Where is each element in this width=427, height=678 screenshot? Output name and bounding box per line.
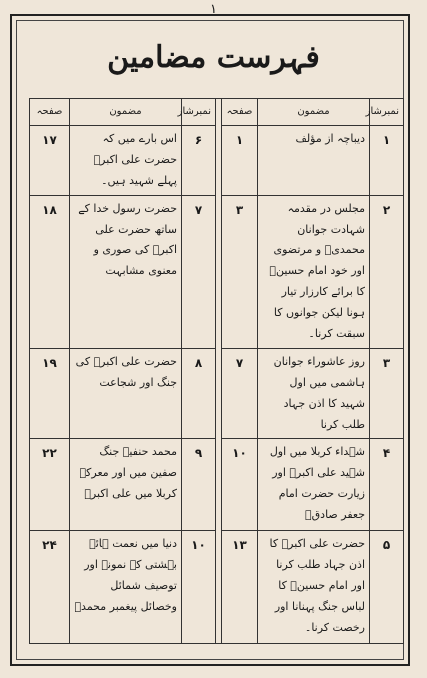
column-divider xyxy=(216,531,222,644)
column-divider xyxy=(216,348,222,439)
page-title: فہرست مضامین xyxy=(107,40,320,75)
table-row xyxy=(30,348,404,439)
entry-number: ۷ xyxy=(182,195,216,348)
entry-page: ۱۷ xyxy=(30,126,70,196)
entry-number: ۸ xyxy=(182,348,216,439)
header-page: صفحہ xyxy=(222,99,258,126)
entry-subject: حضرت علی اکبرؑ کا اذن جہاد طلب کرنا اور امام حسینؑ کا لباس جنگ پہنانا اور رخصت کرنا۔ xyxy=(258,531,370,644)
table-row xyxy=(30,439,404,531)
entry-number: ۱ xyxy=(370,126,404,196)
entry-page: ۲۲ xyxy=(30,439,70,531)
table-row xyxy=(30,195,404,348)
page-number: ۱ xyxy=(210,2,217,17)
entry-page: ۷ xyxy=(222,348,258,439)
table-row xyxy=(30,126,404,196)
entry-number: ۳ xyxy=(370,348,404,439)
entry-number: ۱۰ xyxy=(182,531,216,644)
entry-number: ۹ xyxy=(182,439,216,531)
entry-subject: روز عاشوراء جوانان ہاشمی میں اول شہید کا اذن جہاد طلب کرنا xyxy=(258,348,370,439)
entry-page: ۲۴ xyxy=(30,531,70,644)
entry-subject: حضرت علی اکبرؑ کی جنگ اور شجاعت xyxy=(70,348,182,439)
entry-page: ۱۳ xyxy=(222,531,258,644)
entry-subject: شہداء کربلا میں اول شہید علی اکبرؑ اور زیارت حضرت امام جعفر صادقؑ xyxy=(258,439,370,531)
entry-page: ۱۹ xyxy=(30,348,70,439)
header-subject: مضمون xyxy=(258,99,370,126)
entry-number: ۵ xyxy=(370,531,404,644)
entry-subject: دنیا میں نعمت ہائے بہشتی کے نمونے اور توصیف شمائل وخصائل پیغمبر محمدؐ xyxy=(70,531,182,644)
header-number: نمبرشار xyxy=(370,99,404,126)
entry-subject: دیباچہ از مؤلف xyxy=(258,126,370,196)
entry-subject: مجلس در مقدمہ شہادت جوانان محمدیؐ و مرتضوی اور خود امام حسینؑ کا برائے کارزار تیار ہونا لیکن جوانوں کا سبقت کرنا۔ xyxy=(258,195,370,348)
table-header-row xyxy=(30,99,404,126)
column-divider xyxy=(216,99,222,126)
entry-number: ۲ xyxy=(370,195,404,348)
column-divider xyxy=(216,439,222,531)
entry-subject: محمد حنفیہ جنگ صفین میں اور معرکہ کربلا میں علی اکبرؑ xyxy=(70,439,182,531)
column-divider xyxy=(216,126,222,196)
entry-number: ۴ xyxy=(370,439,404,531)
entry-number: ۶ xyxy=(182,126,216,196)
table-row xyxy=(30,531,404,644)
entry-subject: اس بارے میں کہ حضرت علی اکبرؑ پہلے شہید ہیں۔ xyxy=(70,126,182,196)
entry-page: ۱۰ xyxy=(222,439,258,531)
header-page: صفحہ xyxy=(30,99,70,126)
entry-page: ۱ xyxy=(222,126,258,196)
header-subject: مضمون xyxy=(70,99,182,126)
contents-table xyxy=(29,98,404,644)
entry-page: ۳ xyxy=(222,195,258,348)
entry-subject: حضرت رسول خدا کے ساتھ حضرت علی اکبرؑ کی صوری و معنوی مشابہت xyxy=(70,195,182,348)
entry-page: ۱۸ xyxy=(30,195,70,348)
column-divider xyxy=(216,195,222,348)
header-number: نمبرشار xyxy=(182,99,216,126)
